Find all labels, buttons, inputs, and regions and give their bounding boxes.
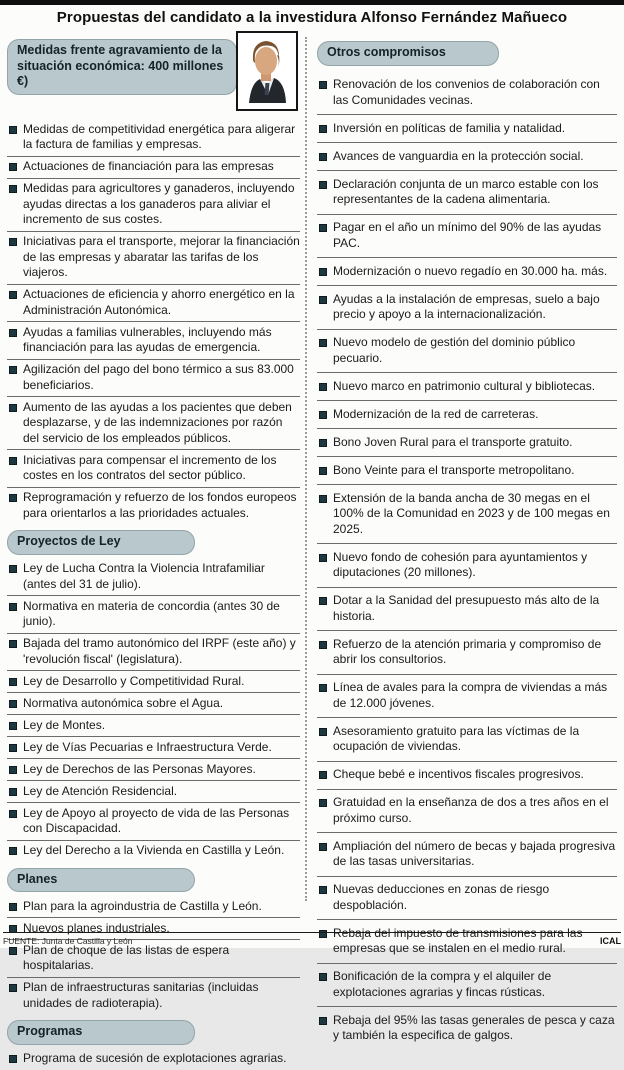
- list-item: [7, 670, 300, 692]
- item-text: Ayudas a la instalación de empresas, suelo a bajo precio y apoyo a la internacionalización.: [333, 291, 600, 321]
- list-item: [317, 1006, 617, 1050]
- item-text: Rebaja del 95% las tasas generales de pesca y caza y también la especifica de galgos.: [333, 1012, 615, 1042]
- item-text: Ayudas a familias vulnerables, incluyendo más financiación para las ayudas de emergencia.: [23, 324, 272, 354]
- bullet-icon: [320, 496, 326, 502]
- bullet-icon: [320, 225, 326, 231]
- bullet-icon: [10, 292, 16, 298]
- bullet-icon: [320, 269, 326, 275]
- bullet-icon: [320, 440, 326, 446]
- bullet-icon: [10, 789, 16, 795]
- bullet-icon: [320, 154, 326, 160]
- item-text: Aumento de las ayudas a los pacientes que deben desplazarse, y de las indemnizaciones por razón del servicio de los empleados públicos.: [23, 399, 292, 445]
- list-item: [317, 484, 617, 543]
- list-item: [317, 428, 617, 456]
- section-proyectos-de-ley: [7, 530, 300, 862]
- bullet-icon: [10, 904, 16, 910]
- list-item: [7, 119, 300, 156]
- item-text: Agilización del pago del bono térmico a sus 83.000 beneficiarios.: [23, 362, 294, 392]
- item-text: Ley de Vías Pecuarias e Infraestructura Verde.: [23, 739, 272, 754]
- item-text: Bono Veinte para el transporte metropolitano.: [333, 462, 575, 477]
- list-item: [317, 329, 617, 373]
- section-header-programas: Programas: [7, 1020, 195, 1045]
- portrait-illustration: [240, 35, 290, 103]
- bullet-icon: [10, 745, 16, 751]
- bullet-icon: [320, 685, 326, 691]
- item-text: Bonificación de la compra y el alquiler de explotaciones agrarias y fincas rústicas.: [333, 969, 552, 999]
- list-item: [7, 396, 300, 449]
- item-text: Cheque bebé e incentivos fiscales progresivos.: [333, 767, 584, 781]
- list-item: [317, 674, 617, 718]
- item-text: Rebaja del impuesto de transmisiones para las empresas que se instalen en el medio rural.: [333, 925, 583, 955]
- bullet-icon: [10, 848, 16, 854]
- section-header-proyectos: Proyectos de Ley: [7, 530, 195, 555]
- list-item: [317, 72, 617, 115]
- bullet-icon: [10, 186, 16, 192]
- list-item: [317, 214, 617, 258]
- section-programas: [7, 1020, 300, 1070]
- item-text: Reprogramación y refuerzo de los fondos europeos para orientarlos a las prioridades actuales.: [23, 490, 297, 520]
- bullet-icon: [320, 126, 326, 132]
- item-text: Actuaciones de financiación para las empresas: [23, 159, 274, 173]
- item-text: Ley de Derechos de las Personas Mayores.: [23, 761, 256, 776]
- bullet-icon: [10, 127, 16, 133]
- item-text: Plan para la agroindustria de Castilla y León.: [23, 898, 262, 913]
- list-item: [7, 633, 300, 671]
- item-text: Medidas de competitividad energética para aligerar la factura de familias y empresas.: [23, 121, 296, 151]
- list-item: [317, 543, 617, 587]
- bullet-icon: [320, 412, 326, 418]
- item-text: Nuevas deducciones en zonas de riesgo despoblación.: [333, 882, 550, 912]
- bullet-icon: [10, 767, 16, 773]
- list-item: [7, 487, 300, 525]
- item-text: Inversión en políticas de familia y natalidad.: [333, 120, 566, 135]
- item-text: Modernización o nuevo regadío en 30.000 ha. más.: [333, 263, 608, 278]
- planes-list: [7, 896, 300, 1014]
- item-text: Ley de Apoyo al proyecto de vida de las Personas con Discapacidad.: [23, 805, 290, 835]
- bullet-icon: [10, 330, 16, 336]
- bullet-icon: [10, 701, 16, 707]
- list-item: [317, 257, 617, 285]
- item-text: Ampliación del número de becas y bajada progresiva de las tasas universitarias.: [333, 838, 616, 868]
- bullet-icon: [10, 926, 16, 932]
- list-item: [7, 559, 300, 596]
- source-label: FUENTE: Junta de Castilla y León: [3, 936, 133, 946]
- item-text: Línea de avales para la compra de viviendas a más de 12.000 jóvenes.: [333, 680, 608, 710]
- item-text: Renovación de los convenios de colaboración con las Comunidades vecinas.: [333, 77, 600, 107]
- bullet-icon: [320, 1018, 326, 1024]
- list-item: [317, 789, 617, 833]
- bullet-icon: [320, 729, 326, 735]
- list-item: [317, 114, 617, 142]
- bullet-icon: [320, 340, 326, 346]
- list-item: [7, 896, 300, 917]
- bullet-icon: [10, 948, 16, 954]
- item-text: Dotar a la Sanidad del presupuesto más alto de la historia.: [333, 593, 600, 623]
- item-text: Medidas para agricultores y ganaderos, incluyendo ayudas directas a los ganaderos para aliviar el incremento de sus costes.: [23, 181, 295, 226]
- bullet-icon: [320, 844, 326, 850]
- item-text: Ley de Atención Residencial.: [23, 783, 178, 798]
- list-item: [317, 456, 617, 484]
- bullet-icon: [10, 641, 16, 647]
- list-item: [7, 758, 300, 780]
- item-text: Extensión de la banda ancha de 30 megas en el 100% de la Comunidad en 2023 y de 100 megas en 2025.: [333, 490, 610, 536]
- list-item: [7, 1049, 300, 1070]
- bullet-icon: [10, 164, 16, 170]
- programas-list: [7, 1049, 300, 1070]
- list-item: [7, 595, 300, 633]
- section-header-otros-compromisos: Otros compromisos: [317, 41, 499, 66]
- bullet-icon: [320, 297, 326, 303]
- bullet-icon: [10, 239, 16, 245]
- item-text: Asesoramiento gratuito para las víctimas de la ocupación de viviendas.: [333, 723, 580, 753]
- item-text: Declaración conjunta de un marco estable con los representantes de la cadena alimentaria.: [333, 176, 599, 206]
- list-item: [7, 780, 300, 802]
- list-item: [317, 761, 617, 789]
- section-header-planes: Planes: [7, 868, 195, 893]
- list-item: [317, 717, 617, 761]
- item-text: Ley del Derecho a la Vivienda en Castilla y León.: [23, 843, 285, 857]
- medidas-list: [7, 119, 300, 524]
- bullet-icon: [320, 772, 326, 778]
- otros-compromisos-list: [317, 72, 617, 1050]
- list-item: [7, 359, 300, 397]
- item-text: Normativa en materia de concordia (antes 30 de junio).: [23, 598, 280, 628]
- proyectos-list: [7, 559, 300, 862]
- bullet-icon: [320, 598, 326, 604]
- bullet-icon: [10, 985, 16, 991]
- economic-measures-header: [7, 29, 300, 119]
- bullet-icon: [10, 495, 16, 501]
- list-item: [317, 142, 617, 170]
- item-text: Normativa autonómica sobre el Agua.: [23, 695, 224, 710]
- bullet-icon: [320, 887, 326, 893]
- list-item: [317, 587, 617, 631]
- item-text: Iniciativas para el transporte, mejorar la financiación de las empresas y abaratar las tarifas de los viajeros.: [23, 234, 300, 279]
- top-bar: [0, 0, 624, 5]
- list-item: [7, 321, 300, 359]
- list-item: [317, 832, 617, 876]
- bullet-icon: [10, 679, 16, 685]
- bullet-icon: [10, 1056, 16, 1062]
- list-item: [317, 170, 617, 214]
- list-item: [7, 714, 300, 736]
- bullet-icon: [10, 367, 16, 373]
- item-text: Ley de Lucha Contra la Violencia Intrafamiliar (antes del 31 de julio).: [23, 561, 265, 591]
- item-text: Actuaciones de eficiencia y ahorro energético en la Administración Autonómica.: [23, 287, 295, 317]
- list-item: [317, 372, 617, 400]
- list-item: [7, 284, 300, 322]
- item-text: Nuevo modelo de gestión del dominio público pecuario.: [333, 335, 576, 365]
- bullet-icon: [320, 800, 326, 806]
- item-text: Ley de Montes.: [23, 717, 106, 732]
- bullet-icon: [320, 642, 326, 648]
- bullet-icon: [10, 458, 16, 464]
- bullet-icon: [10, 566, 16, 572]
- list-item: [317, 630, 617, 674]
- bullet-icon: [10, 604, 16, 610]
- item-text: Iniciativas para compensar el incremento de los costes en los contratos del sector público.: [23, 452, 277, 482]
- page-title: Propuestas del candidato a la investidura Alfonso Fernández Mañueco: [56, 9, 568, 26]
- bullet-icon: [320, 182, 326, 188]
- item-text: Nuevo fondo de cohesión para ayuntamientos y diputaciones (20 millones).: [333, 549, 588, 579]
- list-item: [7, 840, 300, 862]
- item-text: Refuerzo de la atención primaria y compromiso de abrir los consultorios.: [333, 636, 602, 666]
- bullet-icon: [10, 405, 16, 411]
- bullet-icon: [10, 723, 16, 729]
- bullet-icon: [320, 555, 326, 561]
- item-text: Bajada del tramo autonómico del IRPF (este año) y 'revolución fiscal' (legislatura).: [23, 636, 296, 666]
- list-item: [7, 692, 300, 714]
- list-item: [7, 449, 300, 487]
- item-text: Gratuidad en la enseñanza de dos a tres años en el próximo curso.: [333, 795, 609, 825]
- list-item: [7, 178, 300, 231]
- list-item: [7, 736, 300, 758]
- list-item: [7, 231, 300, 284]
- list-item: [7, 977, 300, 1015]
- agency-label: ICAL: [600, 936, 621, 946]
- item-text: Plan de choque de las listas de espera hospitalarias.: [23, 942, 230, 972]
- bullet-icon: [320, 468, 326, 474]
- item-text: Nuevos planes industriales.: [23, 920, 170, 935]
- footer: [3, 932, 621, 946]
- list-item: [317, 400, 617, 428]
- item-text: Avances de vanguardia en la protección social.: [333, 148, 584, 163]
- item-text: Ley de Desarrollo y Competitividad Rural.: [23, 673, 245, 688]
- list-item: [317, 876, 617, 920]
- bullet-icon: [320, 82, 326, 88]
- section-header-medidas: Medidas frente agravamiento de la situación económica: 400 millones €): [7, 39, 237, 95]
- item-text: Plan de infraestructuras sanitarias (incluidas unidades de radioterapia).: [23, 980, 259, 1010]
- bullet-icon: [10, 811, 16, 817]
- bullet-icon: [320, 384, 326, 390]
- item-text: Pagar en el año un mínimo del 90% de las ayudas PAC.: [333, 220, 602, 250]
- list-item: [317, 963, 617, 1007]
- item-text: Programa de sucesión de explotaciones agrarias.: [23, 1051, 287, 1065]
- list-item: [7, 156, 300, 178]
- item-text: Nuevo marco en patrimonio cultural y bibliotecas.: [333, 378, 596, 393]
- bullet-icon: [320, 974, 326, 980]
- list-item: [317, 285, 617, 329]
- item-text: Bono Joven Rural para el transporte gratuito.: [333, 434, 573, 449]
- list-item: [7, 802, 300, 840]
- item-text: Modernización de la red de carreteras.: [333, 406, 539, 421]
- candidate-photo: [236, 31, 298, 111]
